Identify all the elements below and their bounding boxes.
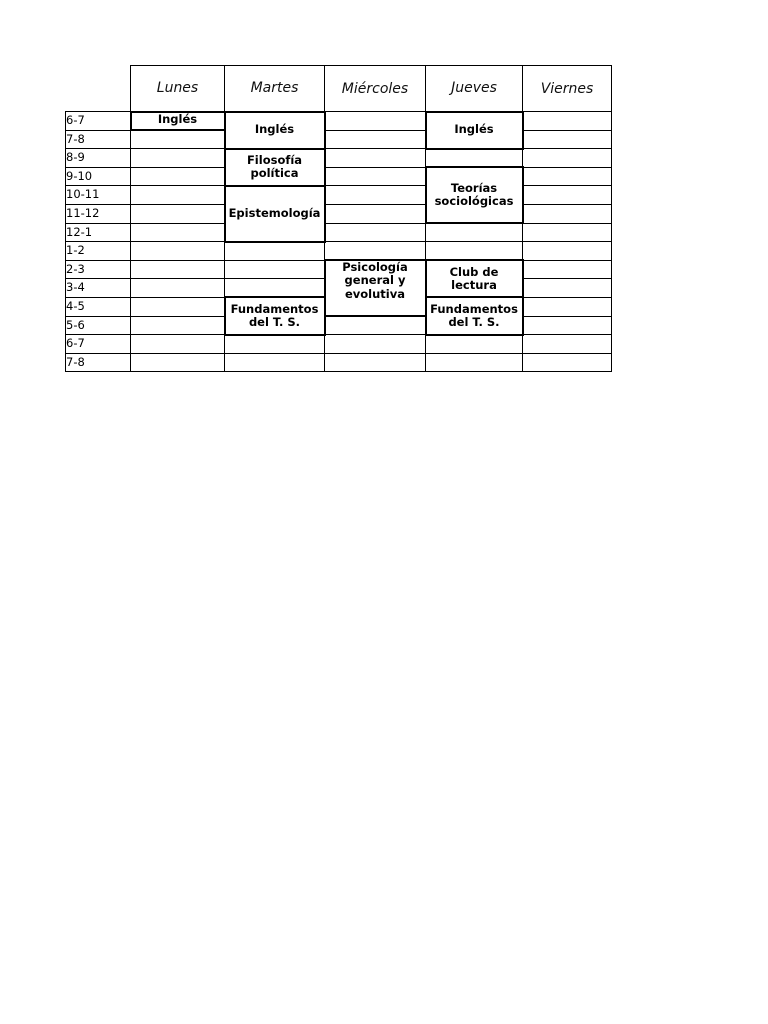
- empty-cell: [131, 335, 225, 354]
- day-header-martes: Martes: [225, 66, 325, 112]
- empty-cell: [523, 223, 612, 242]
- time-row: [66, 112, 612, 131]
- empty-cell: [325, 335, 426, 354]
- empty-cell: [325, 186, 426, 205]
- time-label: 12-1: [66, 223, 131, 242]
- time-label: 2-3: [66, 260, 131, 279]
- course-cell-jueves-club: Club de lectura: [426, 260, 523, 297]
- time-row: [66, 167, 612, 186]
- empty-cell: [523, 316, 612, 335]
- time-row: [66, 335, 612, 354]
- empty-cell: [131, 149, 225, 168]
- empty-cell: [325, 353, 426, 372]
- empty-cell: [131, 204, 225, 223]
- empty-cell: [523, 279, 612, 298]
- empty-cell: [426, 335, 523, 354]
- empty-cell: [426, 242, 523, 261]
- course-cell-martes-fundamentos: Fundamentos del T. S.: [225, 297, 325, 334]
- course-cell-martes-epistemologia: Epistemología: [225, 186, 325, 242]
- time-label: 1-2: [66, 242, 131, 261]
- empty-cell: [523, 204, 612, 223]
- time-label: 6-7: [66, 335, 131, 354]
- course-cell-lunes-ingles: Inglés: [131, 112, 225, 131]
- empty-cell: [131, 186, 225, 205]
- course-cell-miercoles-psicologia: Psicología general y evolutiva: [325, 260, 426, 316]
- empty-cell: [325, 223, 426, 242]
- empty-cell: [523, 112, 612, 131]
- course-cell-martes-filosofia: Filosofía política: [225, 149, 325, 186]
- empty-cell: [523, 353, 612, 372]
- time-row: [66, 316, 612, 335]
- empty-cell: [131, 260, 225, 279]
- time-label: 7-8: [66, 353, 131, 372]
- empty-cell: [131, 167, 225, 186]
- empty-cell: [325, 149, 426, 168]
- empty-cell: [131, 297, 225, 316]
- day-header-row: [66, 66, 612, 112]
- empty-cell: [131, 223, 225, 242]
- time-label: 7-8: [66, 130, 131, 149]
- time-label: 11-12: [66, 204, 131, 223]
- empty-cell: [523, 297, 612, 316]
- time-label: 9-10: [66, 167, 131, 186]
- time-row: [66, 186, 612, 205]
- time-label: 6-7: [66, 112, 131, 131]
- empty-cell: [225, 260, 325, 279]
- time-row: [66, 353, 612, 372]
- empty-cell: [523, 335, 612, 354]
- empty-cell: [523, 130, 612, 149]
- empty-cell: [325, 316, 426, 335]
- empty-cell: [325, 242, 426, 261]
- course-cell-jueves-teorias: Teorías sociológicas: [426, 167, 523, 223]
- course-cell-martes-ingles: Inglés: [225, 112, 325, 149]
- time-row: [66, 223, 612, 242]
- empty-cell: [225, 335, 325, 354]
- day-header-lunes: Lunes: [131, 66, 225, 112]
- time-row: [66, 260, 612, 279]
- time-label: 10-11: [66, 186, 131, 205]
- empty-cell: [523, 149, 612, 168]
- time-label: 8-9: [66, 149, 131, 168]
- empty-cell: [426, 149, 523, 168]
- empty-cell: [523, 260, 612, 279]
- empty-cell: [325, 112, 426, 131]
- empty-cell: [325, 130, 426, 149]
- time-label: 3-4: [66, 279, 131, 298]
- corner-cell: [66, 66, 131, 112]
- time-label: 4-5: [66, 297, 131, 316]
- empty-cell: [426, 353, 523, 372]
- day-header-miercoles: Miércoles: [325, 66, 426, 112]
- time-row: [66, 130, 612, 149]
- empty-cell: [225, 353, 325, 372]
- empty-cell: [225, 242, 325, 261]
- time-label: 5-6: [66, 316, 131, 335]
- empty-cell: [523, 242, 612, 261]
- empty-cell: [131, 353, 225, 372]
- weekly-schedule-table: [65, 65, 612, 372]
- course-cell-jueves-ingles: Inglés: [426, 112, 523, 149]
- empty-cell: [131, 279, 225, 298]
- time-row: [66, 204, 612, 223]
- time-row: [66, 242, 612, 261]
- empty-cell: [523, 186, 612, 205]
- empty-cell: [131, 130, 225, 149]
- empty-cell: [325, 204, 426, 223]
- empty-cell: [131, 242, 225, 261]
- empty-cell: [426, 223, 523, 242]
- empty-cell: [225, 279, 325, 298]
- time-row: [66, 149, 612, 168]
- empty-cell: [523, 167, 612, 186]
- empty-cell: [131, 316, 225, 335]
- empty-cell: [325, 167, 426, 186]
- course-cell-jueves-fundamentos: Fundamentos del T. S.: [426, 297, 523, 334]
- day-header-viernes: Viernes: [523, 66, 612, 112]
- day-header-jueves: Jueves: [426, 66, 523, 112]
